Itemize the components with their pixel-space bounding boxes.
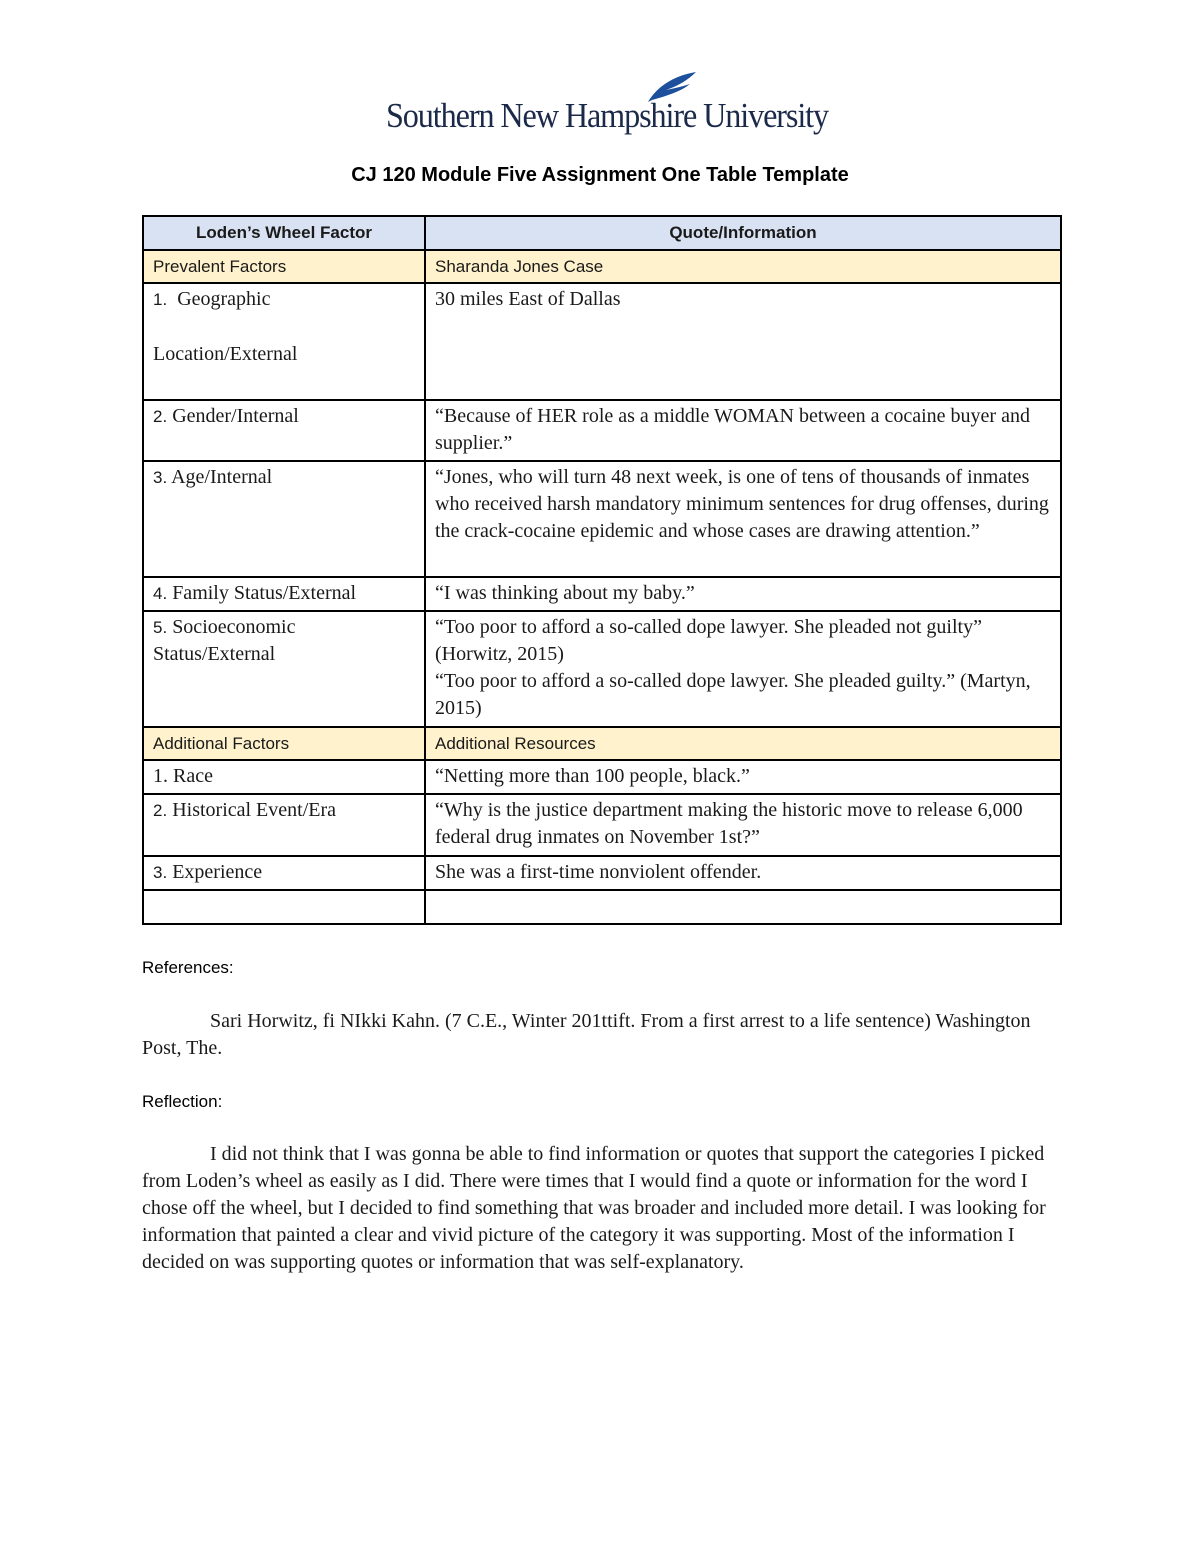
row-number: 3.: [153, 468, 168, 487]
reflection-text: I did not think that I was gonna be able to find information or quotes that support the categories I picked from Loden’s wheel as easily as I did. There were times that I would find a quote or information for the word I chose off the wheel, but I decided to find something that was broader and included more detail. I was looking for information that painted a clear and vivid picture of the category it was supporting. Most of the information I decided on was supporting quotes or information that was self-explanatory.: [142, 1143, 1046, 1273]
row-number: 5.: [153, 618, 168, 637]
logo-wordmark: Southern New Hampshire University: [386, 96, 829, 135]
factor-cell: [143, 283, 425, 400]
section-row-additional: [143, 727, 1061, 760]
quote-text: “Too poor to afford a so-called dope lawyer. She pleaded guilty.” (Martyn, 2015): [435, 670, 1031, 719]
quote-cell: 30 miles East of Dallas: [425, 283, 1061, 400]
section-label-prevalent-factors: Prevalent Factors: [143, 250, 425, 283]
quote-cell: She was a first-time nonviolent offender.: [425, 856, 1061, 890]
factor-label: Family Status/External: [172, 582, 357, 604]
row-number: 2.: [153, 801, 168, 820]
document-title: CJ 120 Module Five Assignment One Table Template: [351, 164, 849, 186]
loden-wheel-table: [142, 215, 1062, 925]
table-row: [143, 283, 1061, 400]
factor-label: Location/External: [153, 343, 298, 365]
table-row: [143, 400, 1061, 461]
reflection-label: Reflection:: [142, 1092, 223, 1111]
references-label: References:: [142, 958, 234, 977]
factor-label: Race: [173, 765, 213, 787]
references-text: Sari Horwitz, fi NIkki Kahn. (7 C.E., Winter 201ttift. From a first arrest to a life sentence) Washington Post, The.: [142, 1010, 1031, 1059]
row-number: 4.: [153, 584, 168, 603]
table-row: [143, 461, 1061, 577]
section-label-additional-resources: Additional Resources: [425, 727, 1061, 760]
empty-table-row: [143, 890, 1061, 924]
quote-cell: “Netting more than 100 people, black.”: [425, 760, 1061, 794]
section-label-case: Sharanda Jones Case: [425, 250, 1061, 283]
factor-cell: [143, 611, 425, 727]
row-number: 3.: [153, 863, 168, 882]
quote-cell: “Why is the justice department making the historic move to release 6,000 federal drug inmates on November 1st?”: [425, 794, 1061, 856]
table-row: [143, 794, 1061, 856]
row-number: 1.: [153, 290, 168, 309]
table-header-row: [143, 216, 1061, 250]
factor-cell: [143, 760, 425, 794]
factor-label: Gender/Internal: [172, 405, 299, 427]
factor-label: Age/Internal: [171, 466, 273, 488]
quote-cell: “Jones, who will turn 48 next week, is one of tens of thousands of inmates who received harsh mandatory minimum sentences for drug offenses, during the crack-cocaine epidemic and whose cases are drawing attention.”: [425, 461, 1061, 577]
factor-cell: [143, 577, 425, 611]
empty-cell: [143, 890, 425, 924]
university-logo: [386, 70, 829, 142]
section-row-prevalent: [143, 250, 1061, 283]
row-number: 2.: [153, 407, 168, 426]
quote-text: “Too poor to afford a so-called dope lawyer. She pleaded not guilty” (Horwitz, 2015): [435, 616, 982, 665]
table-row: [143, 577, 1061, 611]
empty-cell: [425, 890, 1061, 924]
quote-cell: “I was thinking about my baby.”: [425, 577, 1061, 611]
section-label-additional-factors: Additional Factors: [143, 727, 425, 760]
quote-cell: [425, 611, 1061, 727]
factor-cell: [143, 461, 425, 577]
column-header-factor: Loden’s Wheel Factor: [143, 216, 425, 250]
factor-cell: [143, 400, 425, 461]
table-row: [143, 760, 1061, 794]
factor-cell: [143, 794, 425, 856]
factor-label: Experience: [172, 861, 263, 883]
table-row: [143, 611, 1061, 727]
factor-label: Socioeconomic Status/External: [153, 616, 296, 665]
factor-label: Geographic: [177, 288, 271, 310]
quote-cell: “Because of HER role as a middle WOMAN between a cocaine buyer and supplier.”: [425, 400, 1061, 461]
factor-label: Historical Event/Era: [172, 799, 337, 821]
column-header-quote: Quote/Information: [425, 216, 1061, 250]
row-number: 1.: [153, 765, 168, 787]
table-row: [143, 856, 1061, 890]
factor-cell: [143, 856, 425, 890]
